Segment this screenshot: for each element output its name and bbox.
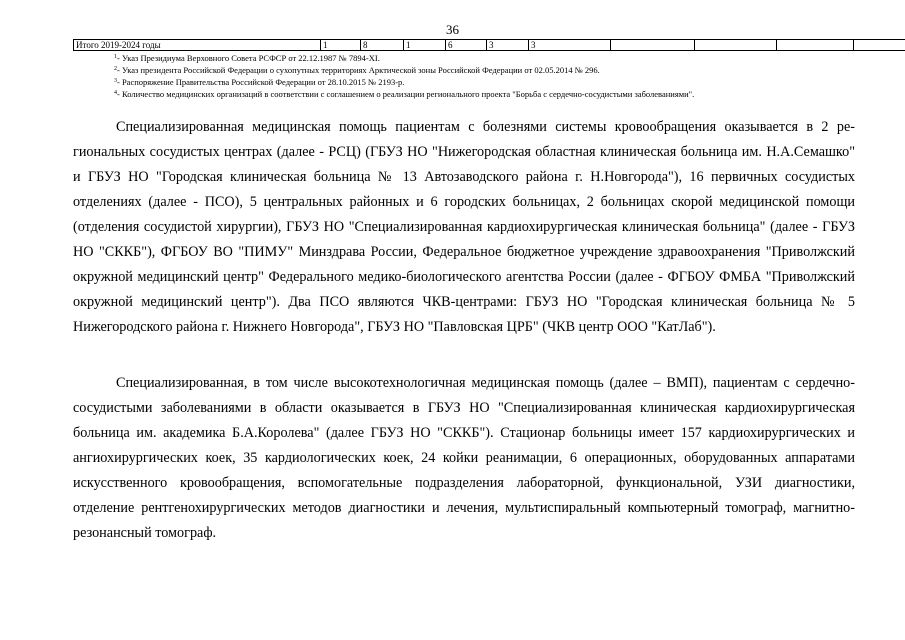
body-paragraph: Специализированная медицинская помощь пациентам с болезнями системы кровообращения оказывается в 2 региональных сосудистых центрах (далее - РСЦ) (ГБУЗ НО "Нижегородская областная клиническая больница им. Н.А.Семашко" и ГБУЗ НО "Городская клиническая больница № 13 Автозаводского района г. Н.Новгорода"), 16 первичных сосудистых отделениях (далее - ПСО), 5 центральных районных и 6 городских больницах, 2 больницах скорой медицинской помощи (отделения сосудистой хирургии), ГБУЗ НО "Специализированная кардиохирургическая клиническая больница" (далее - ГБУЗ НО "СККБ"), ФГБОУ ВО "ПИМУ" Минздрава России, Федеральное бюджетное учреждение здравоохранения "Приволжский окружной медицинский центр" Федерального медико-биологического агентства России (далее - ФГБОУ ФМБА "Приволжский окружной медицинский центр"). Два ПСО являются ЧКВ-центрами: ГБУЗ НО "Городская клиническая больница № 5 Нижегородского района г. Нижнего Новгорода", ГБУЗ НО "Павловская ЦРБ" (ЧКВ центр ООО "КатЛаб"). bbox=[73, 119, 855, 335]
footnote bbox=[114, 88, 864, 100]
footnote-mark: 2 bbox=[114, 66, 117, 72]
footnote bbox=[114, 76, 864, 88]
footnotes bbox=[114, 52, 864, 100]
table-cell: 3 bbox=[487, 40, 529, 51]
table-cell: 8 bbox=[361, 40, 404, 51]
page-number: 36 bbox=[446, 22, 459, 37]
table-cell: 3 bbox=[529, 40, 611, 51]
footnote-mark: 4 bbox=[114, 90, 117, 96]
footnote-text: - Указ президента Российской Федерации о сухопутных территориях Арктической зоны Российской Федерации от 02.05.2014 № 296. bbox=[117, 65, 600, 75]
table-cell: 1 bbox=[404, 40, 446, 51]
summary-table bbox=[73, 39, 905, 51]
table-cell bbox=[854, 40, 905, 51]
footnote-text: - Распоряжение Правительства Российской Федерации от 28.10.2015 № 2193-р. bbox=[117, 77, 405, 87]
footnote-text: - Указ Президиума Верховного Совета РСФСР от 22.12.1987 № 7894-XI. bbox=[117, 53, 380, 63]
table-cell bbox=[611, 40, 695, 51]
footnote-text: - Количество медицинских организаций в соответствии с соглашением о реализации регионального проекта "Борьба с сердечно-сосудистыми заболеваниями". bbox=[117, 89, 695, 99]
footnote-mark: 3 bbox=[114, 78, 117, 84]
table-cell bbox=[695, 40, 777, 51]
table-cell: 6 bbox=[446, 40, 487, 51]
footnote-mark: 1 bbox=[114, 54, 117, 60]
table-cell bbox=[777, 40, 854, 51]
table-row-label: Итого 2019-2024 годы bbox=[74, 40, 321, 51]
footnote bbox=[114, 64, 864, 76]
table-row bbox=[74, 40, 905, 51]
body-paragraph: Специализированная, в том числе высокотехнологичная медицинская помощь (далее – ВМП), пациентам с сердечно-сосудистыми заболеваниями в области оказывается в ГБУЗ НО "Специализированная клиническая кардиохирургическая больница им. академика Б.А.Королева" (далее ГБУЗ НО "СККБ"). Стационар больницы имеет 157 кардиохирургических и ангиохирургических коек, 35 кардиологических коек, 24 койки реанимации, 6 операционных, оборудованных аппаратами искусственного кровообращения, вспомогательные подразделения лабораторной, функциональной, УЗИ диагностики, отделение рентгенохирургических методов диагностики и лечения, мультиспиральный компьютерный томограф, магнитно-резонансный томограф. bbox=[73, 375, 855, 541]
footnote bbox=[114, 52, 864, 64]
table-cell: 1 bbox=[321, 40, 361, 51]
